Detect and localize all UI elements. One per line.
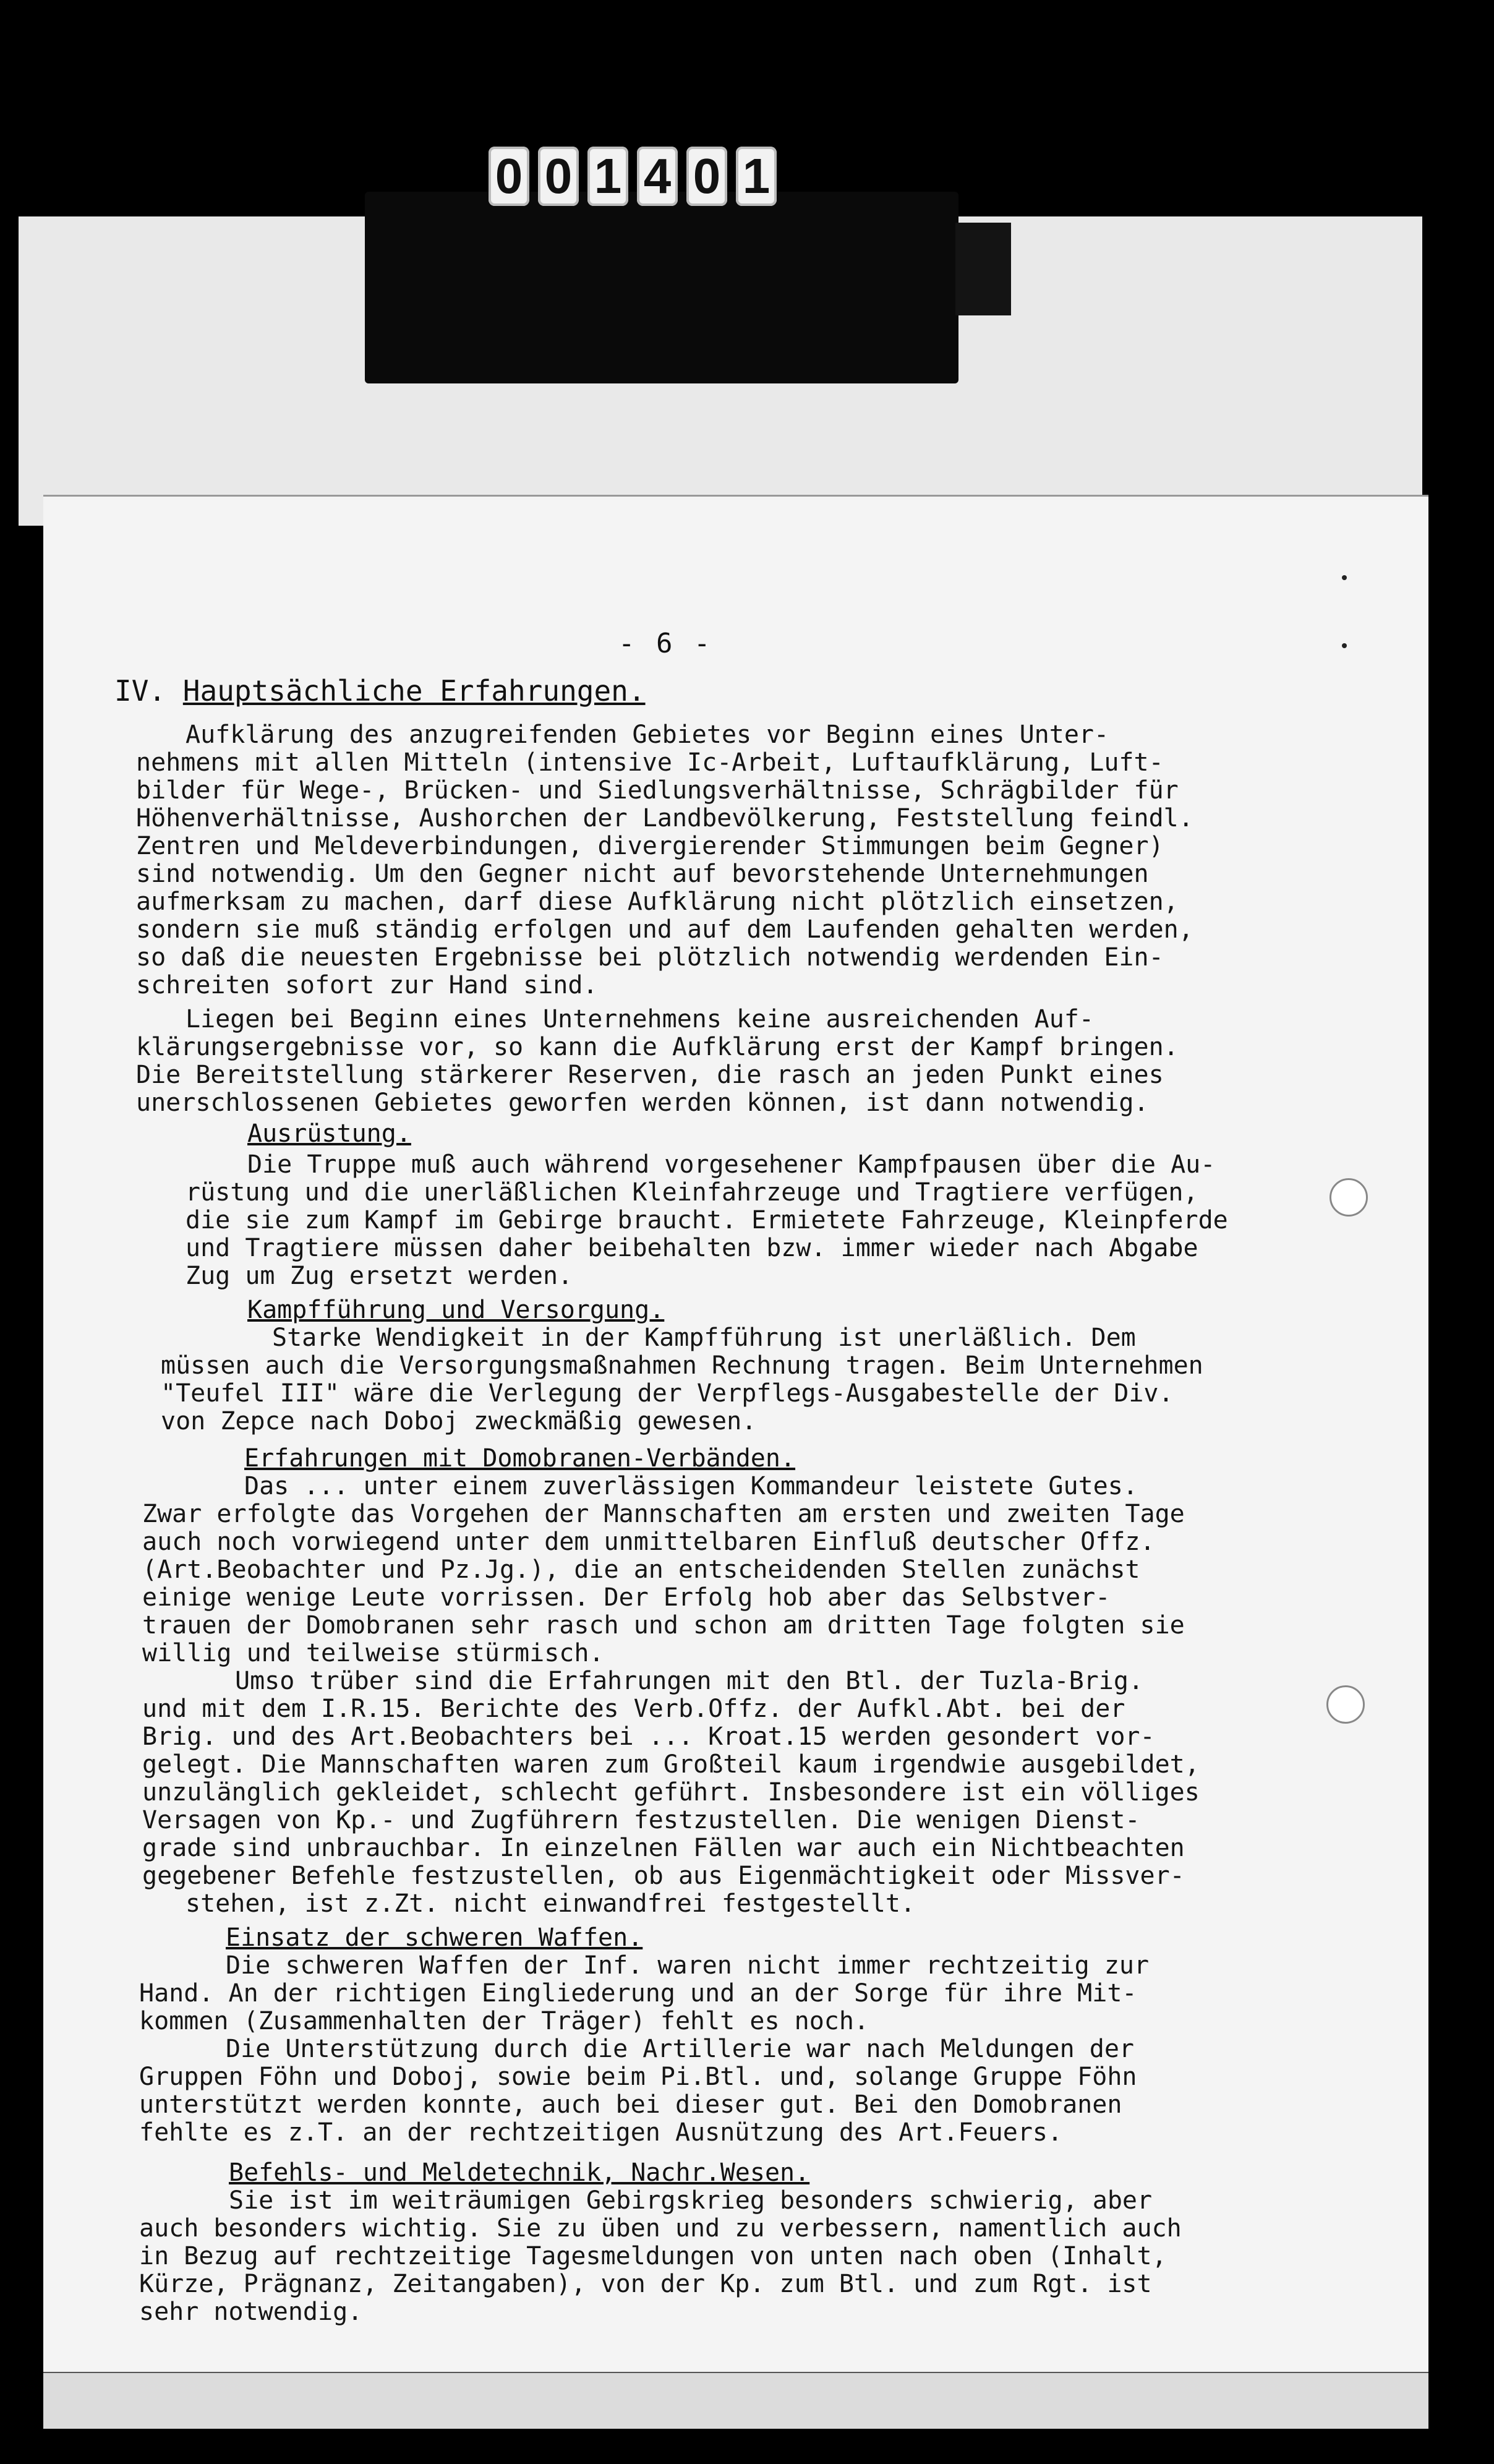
text-line: Umso trüber sind die Erfahrungen mit den Btl. der Tuzla-Brig. xyxy=(235,1667,1144,1695)
text-line: und mit dem I.R.15. Berichte des Verb.Offz. der Aufkl.Abt. bei der xyxy=(142,1695,1125,1723)
text-line: so daß die neuesten Ergebnisse bei plötzlich notwendig werdenden Ein- xyxy=(136,943,1164,972)
text-line: Versagen von Kp.- und Zugführern festzustellen. Die wenigen Dienst- xyxy=(142,1806,1140,1834)
text-line: auch besonders wichtig. Sie zu üben und zu verbessern, namentlich auch xyxy=(139,2214,1182,2243)
microfilm-clamp xyxy=(365,192,958,383)
text-line: und Tragtiere müssen daher beibehalten bzw. immer wieder nach Abgabe xyxy=(186,1234,1198,1262)
text-line: Kürze, Prägnanz, Zeitangaben), von der Kp. zum Btl. und zum Rgt. ist xyxy=(139,2270,1152,2298)
text-line: Die Unterstützung durch die Artillerie war nach Meldungen der xyxy=(226,2035,1135,2063)
text-line: sondern sie muß ständig erfolgen und auf dem Laufenden gehalten werden, xyxy=(136,915,1193,944)
text-line: Sie ist im weiträumigen Gebirgskrieg besonders schwierig, aber xyxy=(229,2186,1153,2215)
text-line: trauen der Domobranen sehr rasch und schon am dritten Tage folgten sie xyxy=(142,1611,1185,1640)
subheading: Erfahrungen mit Domobranen-Verbänden. xyxy=(244,1444,796,1473)
text-line: rüstung und die unerläßlichen Kleinfahrzeuge und Tragtiere verfügen, xyxy=(186,1178,1198,1207)
text-line: Höhenverhältnisse, Aushorchen der Landbevölkerung, Feststellung feindl. xyxy=(136,804,1193,832)
section-title: Hauptsächliche Erfahrungen. xyxy=(182,674,646,708)
text-line: von Zepce nach Doboj zweckmäßig gewesen. xyxy=(161,1407,757,1435)
text-line: unerschlossenen Gebietes geworfen werden können, ist dann notwendig. xyxy=(136,1089,1149,1117)
text-line: Das ... unter einem zuverlässigen Kommandeur leistete Gutes. xyxy=(244,1472,1138,1500)
frame-counter xyxy=(489,139,835,213)
text-line: Hand. An der richtigen Eingliederung und an der Sorge für ihre Mit- xyxy=(139,1979,1137,2008)
punch-mark xyxy=(1342,643,1347,648)
text-line: Starke Wendigkeit in der Kampfführung ist unerläßlich. Dem xyxy=(272,1324,1136,1352)
text-line: Zwar erfolgte das Vorgehen der Mannschaften am ersten und zweiten Tage xyxy=(142,1500,1185,1528)
text-line: (Art.Beobachter und Pz.Jg.), die an entscheidenden Stellen zunächst xyxy=(142,1555,1140,1584)
text-line: willig und teilweise stürmisch. xyxy=(142,1639,604,1667)
subheading: Kampfführung und Versorgung. xyxy=(247,1296,665,1324)
text-line: Zug um Zug ersetzt werden. xyxy=(186,1262,573,1290)
text-line: aufmerksam zu machen, darf diese Aufklärung nicht plötzlich einsetzen, xyxy=(136,888,1179,916)
counter-digit: 0 xyxy=(538,147,579,206)
text-line: bilder für Wege-, Brücken- und Siedlungsverhältnisse, Schrägbilder für xyxy=(136,776,1179,805)
subheading: Befehls- und Meldetechnik, Nachr.Wesen. xyxy=(229,2158,810,2187)
text-line: Die Truppe muß auch während vorgesehener Kampfpausen über die Au- xyxy=(247,1150,1216,1179)
text-line: in Bezug auf rechtzeitige Tagesmeldungen von unten nach oben (Inhalt, xyxy=(139,2242,1167,2270)
subheading: Einsatz der schweren Waffen. xyxy=(226,1923,643,1952)
text-line: unterstützt werden konnte, auch bei dieser gut. Bei den Domobranen xyxy=(139,2090,1122,2119)
microfilm-clamp-side xyxy=(955,223,1011,315)
text-line: Gruppen Föhn und Doboj, sowie beim Pi.Btl. und, solange Gruppe Föhn xyxy=(139,2063,1137,2091)
counter-digit: 0 xyxy=(489,147,529,206)
text-line: die sie zum Kampf im Gebirge braucht. Ermietete Fahrzeuge, Kleinpferde xyxy=(186,1206,1228,1234)
text-line: sind notwendig. Um den Gegner nicht auf bevorstehende Unternehmungen xyxy=(136,860,1149,888)
text-line: sehr notwendig. xyxy=(139,2298,363,2326)
punch-hole xyxy=(1330,1178,1368,1217)
text-line: Brig. und des Art.Beobachters bei ... Kroat.15 werden gesondert vor- xyxy=(142,1722,1155,1751)
page-number: - 6 - xyxy=(618,628,713,659)
text-line: Die Bereitstellung stärkerer Reserven, die rasch an jeden Punkt eines xyxy=(136,1061,1164,1089)
text-line: Aufklärung des anzugreifenden Gebietes vor Beginn eines Unter- xyxy=(186,721,1109,749)
text-line: Zentren und Meldeverbindungen, divergierender Stimmungen beim Gegner) xyxy=(136,832,1164,860)
page-bottom-edge xyxy=(43,2372,1428,2429)
text-line: Liegen bei Beginn eines Unternehmens keine ausreichenden Auf- xyxy=(186,1005,1095,1033)
text-line: "Teufel III" wäre die Verlegung der Verpflegs-Ausgabestelle der Div. xyxy=(161,1379,1174,1408)
text-line: schreiten sofort zur Hand sind. xyxy=(136,971,598,999)
text-line: auch noch vorwiegend unter dem unmittelbaren Einfluß deutscher Offz. xyxy=(142,1528,1155,1556)
counter-digit: 1 xyxy=(736,147,777,206)
text-line: gelegt. Die Mannschaften waren zum Großteil kaum irgendwie ausgebildet, xyxy=(142,1750,1200,1779)
punch-mark xyxy=(1342,575,1347,580)
text-line: kommen (Zusammenhalten der Träger) fehlt es noch. xyxy=(139,2007,869,2035)
text-line: einige wenige Leute vorrissen. Der Erfolg hob aber das Selbstver- xyxy=(142,1583,1111,1612)
text-line: stehen, ist z.Zt. nicht einwandfrei festgestellt. xyxy=(186,1889,916,1918)
text-line: klärungsergebnisse vor, so kann die Aufklärung erst der Kampf bringen. xyxy=(136,1033,1179,1061)
counter-digit: 4 xyxy=(637,147,678,206)
text-line: gegebener Befehle festzustellen, ob aus Eigenmächtigkeit oder Missver- xyxy=(142,1862,1185,1890)
text-line: Die schweren Waffen der Inf. waren nicht immer rechtzeitig zur xyxy=(226,1951,1150,1980)
counter-digit: 0 xyxy=(686,147,727,206)
punch-hole xyxy=(1326,1685,1365,1724)
text-line: müssen auch die Versorgungsmaßnahmen Rechnung tragen. Beim Unternehmen xyxy=(161,1351,1203,1380)
text-line: fehlte es z.T. an der rechtzeitigen Ausnützung des Art.Feuers. xyxy=(139,2118,1063,2147)
subheading: Ausrüstung. xyxy=(247,1119,411,1148)
text-line: unzulänglich gekleidet, schlecht geführt. Insbesondere ist ein völliges xyxy=(142,1778,1200,1807)
text-line: grade sind unbrauchbar. In einzelnen Fällen war auch ein Nichtbeachten xyxy=(142,1834,1185,1862)
counter-digit: 1 xyxy=(587,147,628,206)
text-line: nehmens mit allen Mitteln (intensive Ic-Arbeit, Luftaufklärung, Luft- xyxy=(136,748,1164,777)
section-heading xyxy=(114,674,646,708)
section-number: IV. xyxy=(114,674,166,708)
